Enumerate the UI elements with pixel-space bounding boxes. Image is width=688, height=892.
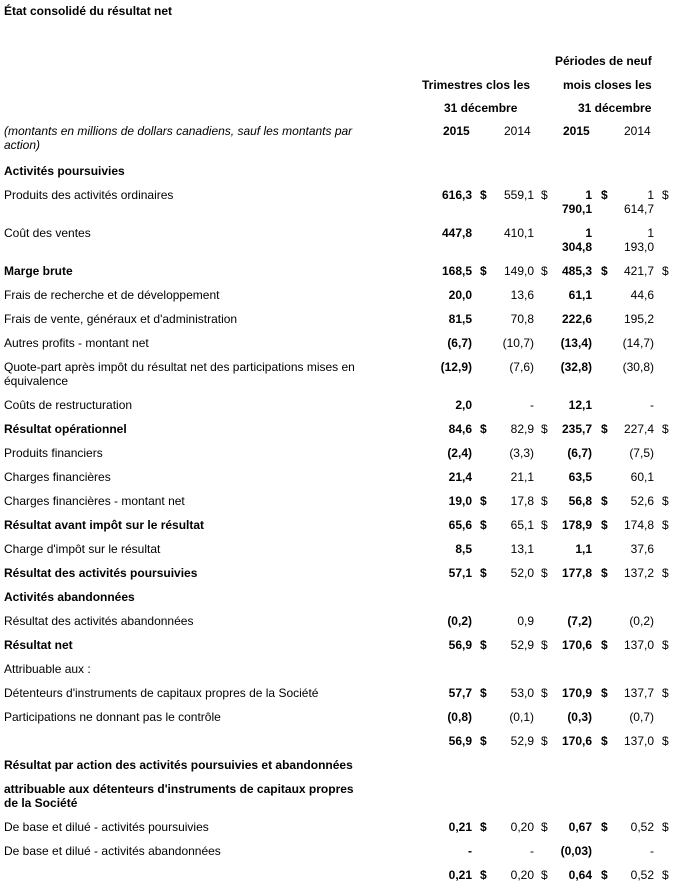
currency-symbol: $: [601, 734, 608, 748]
cell-value: 222,6: [561, 312, 592, 326]
cell-value: (0,2): [447, 614, 472, 628]
table-row: [0, 586, 688, 610]
currency-symbol: $: [662, 638, 669, 652]
table-row: [0, 754, 688, 778]
currency-symbol: $: [480, 494, 487, 508]
table-row: [0, 840, 688, 864]
cell-value: (32,8): [560, 360, 592, 374]
cell-value: (7,6): [509, 360, 534, 374]
table-row: [0, 562, 688, 586]
currency-symbol: $: [541, 494, 548, 508]
currency-symbol: $: [541, 638, 548, 652]
cell-value: (3,3): [509, 446, 534, 460]
cell-value: -: [650, 398, 654, 412]
table-row: [0, 332, 688, 356]
currency-symbol: $: [480, 868, 487, 882]
cell-value: 60,1: [630, 470, 654, 484]
cell-value: 170,9: [561, 686, 592, 700]
row-label: Coûts de restructuration: [4, 398, 133, 412]
currency-symbol: $: [662, 422, 669, 436]
currency-symbol: $: [601, 264, 608, 278]
row-label: Résultat par action des activités poursuivies et abandonnées: [4, 758, 353, 772]
cell-value: -: [530, 844, 534, 858]
currency-symbol: $: [480, 734, 487, 748]
cell-value: 0,52: [630, 868, 654, 882]
currency-symbol: $: [541, 518, 548, 532]
cell-value: 82,9: [510, 422, 534, 436]
row-label: Autres profits - montant net: [4, 336, 149, 350]
cell-value: 0,64: [568, 868, 592, 882]
cell-value: (14,7): [622, 336, 654, 350]
cell-value: 1 614,7: [623, 188, 654, 216]
cell-value: 137,0: [623, 638, 654, 652]
cell-value: 56,9: [448, 638, 472, 652]
cell-value: -: [650, 844, 654, 858]
header-quarters-line1: Trimestres clos les: [422, 78, 531, 92]
cell-value: 8,5: [455, 542, 472, 556]
currency-symbol: $: [480, 264, 487, 278]
table-row: [0, 418, 688, 442]
cell-value: 0,21: [448, 820, 472, 834]
header-ninemonths-line1: Périodes de neuf: [555, 54, 652, 68]
currency-symbol: $: [541, 734, 548, 748]
cell-value: 61,1: [568, 288, 592, 302]
cell-value: 227,4: [623, 422, 654, 436]
cell-value: 195,2: [623, 312, 654, 326]
cell-value: 1 790,1: [561, 188, 592, 216]
cell-value: 178,9: [561, 518, 592, 532]
cell-value: 65,1: [510, 518, 534, 532]
cell-value: 53,0: [510, 686, 534, 700]
currency-symbol: $: [601, 868, 608, 882]
cell-value: 137,0: [623, 734, 654, 748]
cell-value: 56,8: [568, 494, 592, 508]
currency-symbol: $: [480, 566, 487, 580]
row-label: Résultat avant impôt sur le résultat: [4, 518, 205, 532]
cell-value: (6,7): [567, 446, 592, 460]
currency-symbol: $: [480, 422, 487, 436]
table-row: [0, 514, 688, 538]
table-row: [0, 442, 688, 466]
currency-symbol: $: [662, 518, 669, 532]
row-label: Charge d'impôt sur le résultat: [4, 542, 161, 556]
row-label: Charges financières - montant net: [4, 494, 185, 508]
cell-value: 19,0: [448, 494, 472, 508]
currency-symbol: $: [662, 820, 669, 834]
row-label: De base et dilué - activités poursuivies: [4, 820, 209, 834]
cell-value: 235,7: [561, 422, 592, 436]
currency-symbol: $: [662, 188, 669, 202]
currency-symbol: $: [541, 686, 548, 700]
cell-value: 0,67: [568, 820, 592, 834]
cell-value: 57,7: [448, 686, 472, 700]
cell-value: 57,1: [448, 566, 472, 580]
row-label: Résultat net: [4, 638, 73, 652]
cell-value: 70,8: [510, 312, 534, 326]
row-label: Produits des activités ordinaires: [4, 188, 174, 202]
currency-symbol: $: [601, 494, 608, 508]
table-row: [0, 308, 688, 332]
currency-symbol: $: [601, 566, 608, 580]
cell-value: (6,7): [447, 336, 472, 350]
cell-value: 168,5: [441, 264, 472, 278]
currency-symbol: $: [601, 188, 608, 202]
cell-value: (13,4): [560, 336, 592, 350]
cell-value: -: [530, 398, 534, 412]
cell-value: (0,1): [509, 710, 534, 724]
row-label: Résultat opérationnel: [4, 422, 127, 436]
cell-value: 410,1: [503, 226, 534, 240]
currency-symbol: $: [480, 686, 487, 700]
table-row: [0, 160, 688, 184]
cell-value: 485,3: [561, 264, 592, 278]
row-label: Charges financières: [4, 470, 111, 484]
row-label: Frais de recherche et de développement: [4, 288, 220, 302]
row-label: De base et dilué - activités abandonnées: [4, 844, 221, 858]
year-header-9m-2014: 2014: [624, 124, 651, 138]
cell-value: 137,2: [623, 566, 654, 580]
table-row: [0, 222, 688, 254]
table-row: [0, 778, 688, 810]
row-label: attribuable aux détenteurs d'instruments de capitaux propres de la Société: [4, 782, 354, 810]
currency-symbol: $: [480, 638, 487, 652]
cell-value: (2,4): [447, 446, 472, 460]
cell-value: (0,3): [567, 710, 592, 724]
currency-symbol: $: [480, 820, 487, 834]
table-row: [0, 260, 688, 284]
cell-value: 17,8: [510, 494, 534, 508]
header-ninemonths-line3: 31 décembre: [578, 101, 652, 115]
currency-symbol: $: [541, 422, 548, 436]
cell-value: (30,8): [622, 360, 654, 374]
table-row: [0, 394, 688, 418]
table-row: [0, 730, 688, 754]
cell-value: 149,0: [503, 264, 534, 278]
cell-value: (0,8): [447, 710, 472, 724]
currency-symbol: $: [541, 188, 548, 202]
table-row: [0, 184, 688, 216]
cell-value: 447,8: [441, 226, 472, 240]
table-row: [0, 634, 688, 658]
currency-symbol: $: [662, 264, 669, 278]
row-label: Quote-part après impôt du résultat net des participations mises en équivalence: [4, 360, 355, 388]
table-row: [0, 538, 688, 562]
row-label: Résultat des activités poursuivies: [4, 566, 198, 580]
row-label: Attribuable aux :: [4, 662, 91, 676]
cell-value: 44,6: [630, 288, 654, 302]
statement-title: État consolidé du résultat net: [4, 4, 173, 18]
row-label: Coût des ventes: [4, 226, 91, 240]
cell-value: 170,6: [561, 734, 592, 748]
currency-symbol: $: [601, 820, 608, 834]
year-header-q-2015: 2015: [443, 124, 470, 138]
currency-symbol: $: [662, 686, 669, 700]
header-ninemonths-line2: mois closes les: [563, 78, 652, 92]
cell-value: 1 304,8: [561, 226, 592, 254]
cell-value: 52,9: [510, 734, 534, 748]
cell-value: (7,2): [567, 614, 592, 628]
cell-value: 52,9: [510, 638, 534, 652]
cell-value: 174,8: [623, 518, 654, 532]
cell-value: 137,7: [623, 686, 654, 700]
cell-value: (0,7): [629, 710, 654, 724]
currency-symbol: $: [662, 734, 669, 748]
currency-symbol: $: [601, 422, 608, 436]
cell-value: 0,52: [630, 820, 654, 834]
currency-symbol: $: [541, 820, 548, 834]
header-quarters-line2: 31 décembre: [444, 101, 518, 115]
cell-value: 559,1: [503, 188, 534, 202]
row-label: Marge brute: [4, 264, 73, 278]
cell-value: 56,9: [448, 734, 472, 748]
table-row: [0, 490, 688, 514]
currency-symbol: $: [541, 566, 548, 580]
cell-value: 0,20: [510, 868, 534, 882]
cell-value: (10,7): [502, 336, 534, 350]
cell-value: 421,7: [623, 264, 654, 278]
units-note: (montants en millions de dollars canadiens, sauf les montants par action): [4, 124, 353, 152]
cell-value: 84,6: [448, 422, 472, 436]
table-row: [0, 610, 688, 634]
table-row: [0, 466, 688, 490]
year-header-9m-2015: 2015: [563, 124, 590, 138]
currency-symbol: $: [601, 638, 608, 652]
table-row: [0, 706, 688, 730]
cell-value: (12,9): [440, 360, 472, 374]
cell-value: 21,1: [510, 470, 534, 484]
table-row: [0, 356, 688, 388]
currency-symbol: $: [662, 494, 669, 508]
currency-symbol: $: [601, 686, 608, 700]
row-label: Détenteurs d'instruments de capitaux propres de la Société: [4, 686, 319, 700]
cell-value: (0,2): [629, 614, 654, 628]
table-row: [0, 816, 688, 840]
cell-value: 81,5: [448, 312, 472, 326]
table-row: [0, 658, 688, 682]
currency-symbol: $: [601, 518, 608, 532]
row-label: Activités abandonnées: [4, 590, 135, 604]
row-label: Frais de vente, généraux et d'administration: [4, 312, 238, 326]
table-row: [0, 284, 688, 308]
year-header-q-2014: 2014: [504, 124, 531, 138]
cell-value: (7,5): [629, 446, 654, 460]
currency-symbol: $: [480, 188, 487, 202]
cell-value: 63,5: [568, 470, 592, 484]
currency-symbol: $: [662, 868, 669, 882]
row-label: Produits financiers: [4, 446, 103, 460]
cell-value: 52,6: [630, 494, 654, 508]
row-label: Participations ne donnant pas le contrôle: [4, 710, 221, 724]
table-row: [0, 864, 688, 888]
cell-value: 13,1: [510, 542, 534, 556]
currency-symbol: $: [541, 264, 548, 278]
currency-symbol: $: [541, 868, 548, 882]
row-label: Activités poursuivies: [4, 164, 125, 178]
cell-value: 13,6: [510, 288, 534, 302]
cell-value: 52,0: [510, 566, 534, 580]
cell-value: 65,6: [448, 518, 472, 532]
currency-symbol: $: [480, 518, 487, 532]
cell-value: 12,1: [568, 398, 592, 412]
row-label: Résultat des activités abandonnées: [4, 614, 194, 628]
cell-value: (0,03): [560, 844, 592, 858]
table-row: [0, 682, 688, 706]
cell-value: 170,6: [561, 638, 592, 652]
cell-value: 616,3: [441, 188, 472, 202]
cell-value: 0,21: [448, 868, 472, 882]
cell-value: 177,8: [561, 566, 592, 580]
cell-value: -: [468, 844, 472, 858]
cell-value: 0,20: [510, 820, 534, 834]
currency-symbol: $: [662, 566, 669, 580]
cell-value: 37,6: [630, 542, 654, 556]
cell-value: 20,0: [448, 288, 472, 302]
cell-value: 0,9: [517, 614, 534, 628]
cell-value: 2,0: [455, 398, 472, 412]
cell-value: 21,4: [448, 470, 472, 484]
cell-value: 1 193,0: [623, 226, 654, 254]
cell-value: 1,1: [575, 542, 592, 556]
